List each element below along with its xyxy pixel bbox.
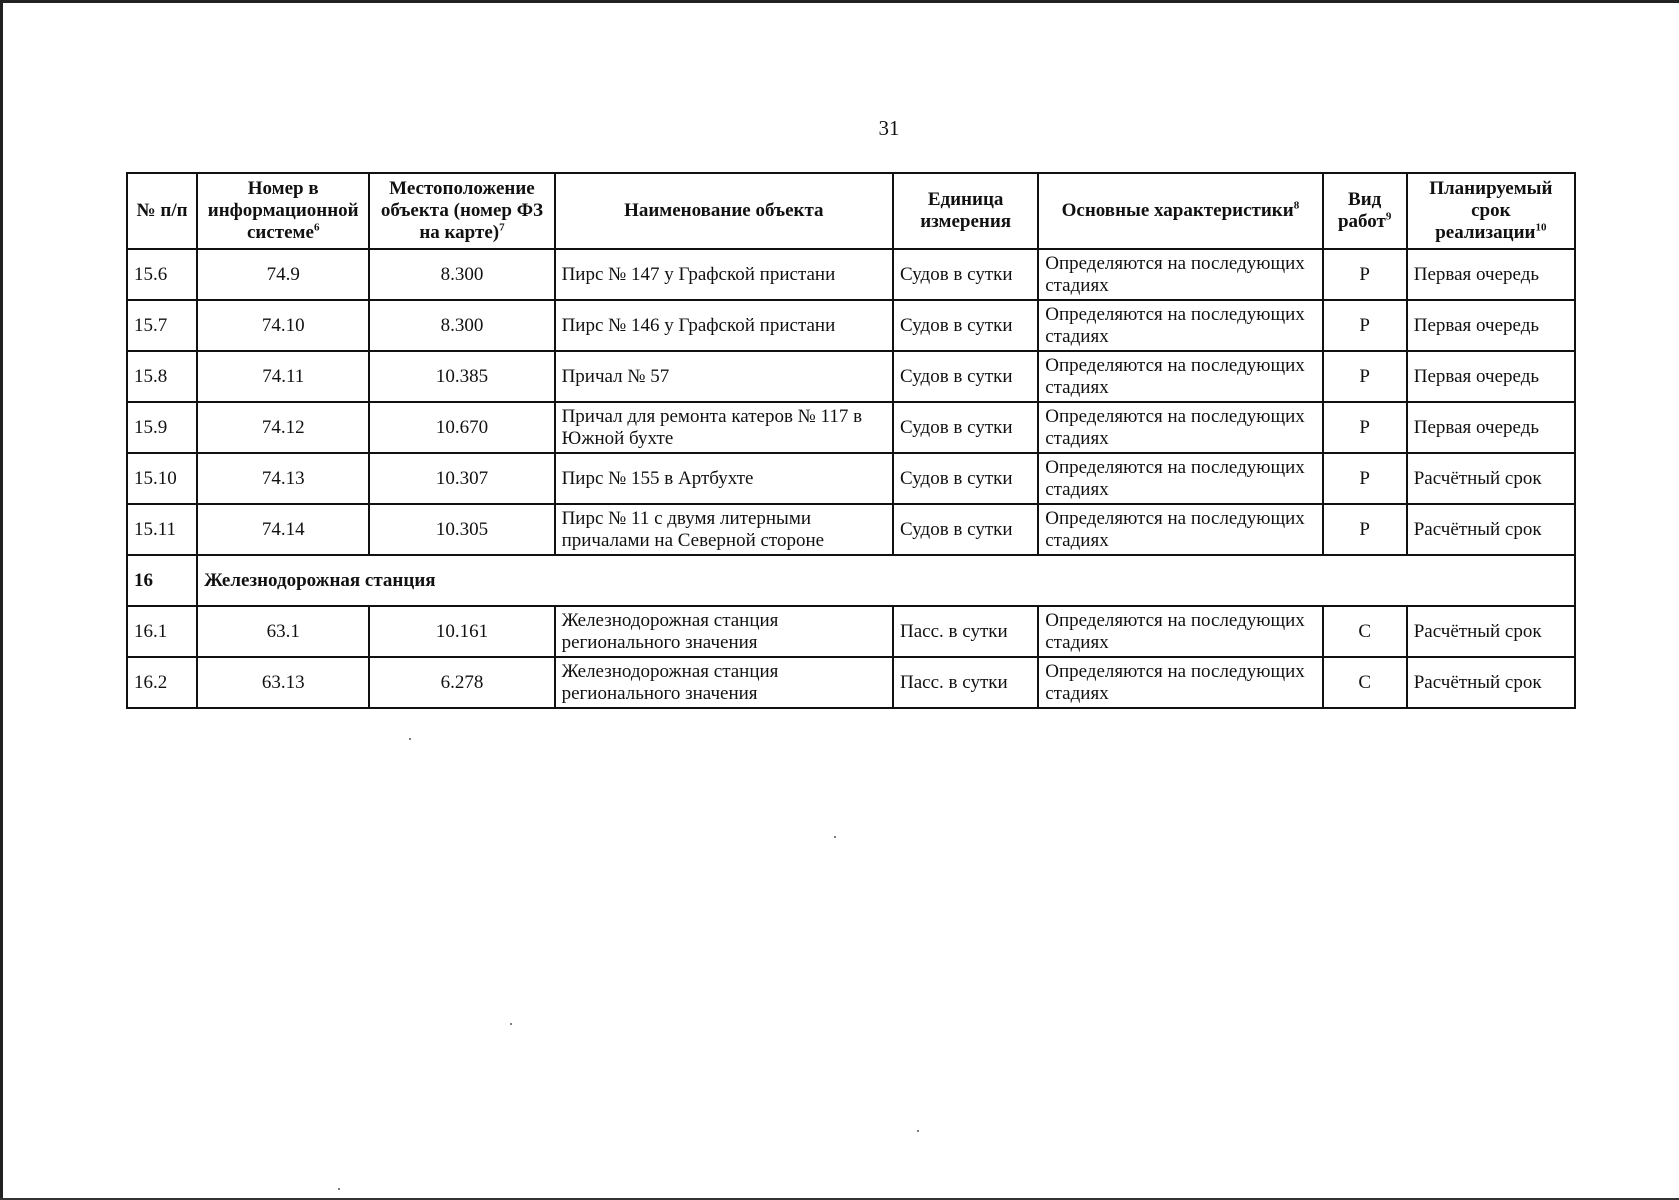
cell-system-number: 74.11 [197,351,369,402]
cell-system-number: 74.14 [197,504,369,555]
cell-num: 15.8 [127,351,197,402]
cell-unit: Судов в сутки [893,453,1038,504]
cell-object-name: Причал № 57 [555,351,893,402]
header-cell-characteristics: Основные характеристики$^8$ [1038,173,1322,249]
header-cell-num: № п/п [127,173,197,249]
cell-num: 16.1 [127,606,197,657]
table-row [127,249,1575,300]
cell-unit: Судов в сутки [893,402,1038,453]
cell-work-type: Р [1323,300,1407,351]
objects-table [126,172,1576,709]
cell-object-name: Пирс № 147 у Графской пристани [555,249,893,300]
cell-system-number: 74.9 [197,249,369,300]
cell-unit: Судов в сутки [893,300,1038,351]
cell-term: Расчётный срок [1407,657,1575,708]
cell-object-name: Причал для ремонта катеров № 117 в Южной бухте [555,402,893,453]
header-cell-unit: Единица измерения [893,173,1038,249]
cell-characteristics: Определяются на последующих стадиях [1038,351,1322,402]
cell-location: 10.305 [369,504,554,555]
cell-location: 10.161 [369,606,554,657]
cell-system-number: 63.13 [197,657,369,708]
scan-speck [917,1130,919,1132]
cell-location: 6.278 [369,657,554,708]
cell-num: 15.11 [127,504,197,555]
cell-term: Первая очередь [1407,249,1575,300]
cell-unit: Судов в сутки [893,351,1038,402]
cell-term: Первая очередь [1407,402,1575,453]
header-cell-work-type: Вид работ$^9$ [1323,173,1407,249]
header-cell-system-number: Номер в информационной системе$^6$ [197,173,369,249]
cell-unit: Судов в сутки [893,249,1038,300]
header-cell-location: Местоположение объекта (номер ФЗ на карте)$^7$ [369,173,554,249]
cell-num: 15.9 [127,402,197,453]
cell-term: Расчётный срок [1407,504,1575,555]
cell-characteristics: Определяются на последующих стадиях [1038,249,1322,300]
cell-work-type: С [1323,606,1407,657]
cell-work-type: С [1323,657,1407,708]
section-row [127,555,1575,606]
cell-work-type: Р [1323,351,1407,402]
cell-system-number: 74.13 [197,453,369,504]
cell-object-name: Пирс № 11 с двумя литерными причалами на Северной стороне [555,504,893,555]
table-row [127,402,1575,453]
cell-term: Первая очередь [1407,300,1575,351]
cell-work-type: Р [1323,504,1407,555]
cell-term: Первая очередь [1407,351,1575,402]
cell-characteristics: Определяются на последующих стадиях [1038,504,1322,555]
cell-system-number: 63.1 [197,606,369,657]
section-number: 16 [127,555,197,606]
cell-characteristics: Определяются на последующих стадиях [1038,606,1322,657]
cell-system-number: 74.12 [197,402,369,453]
cell-system-number: 74.10 [197,300,369,351]
scan-speck [338,1188,340,1190]
cell-num: 15.10 [127,453,197,504]
cell-unit: Пасс. в сутки [893,606,1038,657]
cell-object-name: Пирс № 155 в Артбухте [555,453,893,504]
table-row [127,300,1575,351]
page-number: 31 [878,116,900,140]
cell-work-type: Р [1323,453,1407,504]
header-cell-object-name: Наименование объекта [555,173,893,249]
scan-border-top [0,0,1679,3]
scan-speck [409,738,411,740]
cell-num: 16.2 [127,657,197,708]
table-row [127,453,1575,504]
cell-location: 8.300 [369,249,554,300]
cell-term: Расчётный срок [1407,453,1575,504]
table-header-row [127,173,1575,249]
cell-num: 15.6 [127,249,197,300]
cell-location: 10.385 [369,351,554,402]
cell-term: Расчётный срок [1407,606,1575,657]
table-row [127,504,1575,555]
cell-location: 10.307 [369,453,554,504]
table-row [127,657,1575,708]
cell-num: 15.7 [127,300,197,351]
cell-location: 8.300 [369,300,554,351]
cell-characteristics: Определяются на последующих стадиях [1038,300,1322,351]
cell-object-name: Железнодорожная станция регионального значения [555,606,893,657]
cell-unit: Пасс. в сутки [893,657,1038,708]
table-row [127,351,1575,402]
scan-speck [834,836,836,838]
header-cell-term: Планируемый срок реализации$^{10}$ [1407,173,1575,249]
cell-work-type: Р [1323,249,1407,300]
cell-object-name: Железнодорожная станция регионального значения [555,657,893,708]
cell-object-name: Пирс № 146 у Графской пристани [555,300,893,351]
cell-characteristics: Определяются на последующих стадиях [1038,657,1322,708]
scan-speck [510,1023,512,1025]
cell-unit: Судов в сутки [893,504,1038,555]
cell-characteristics: Определяются на последующих стадиях [1038,453,1322,504]
scan-border-left [0,0,3,1200]
cell-location: 10.670 [369,402,554,453]
table-row [127,606,1575,657]
cell-characteristics: Определяются на последующих стадиях [1038,402,1322,453]
cell-work-type: Р [1323,402,1407,453]
section-title: Железнодорожная станция [197,555,1575,606]
